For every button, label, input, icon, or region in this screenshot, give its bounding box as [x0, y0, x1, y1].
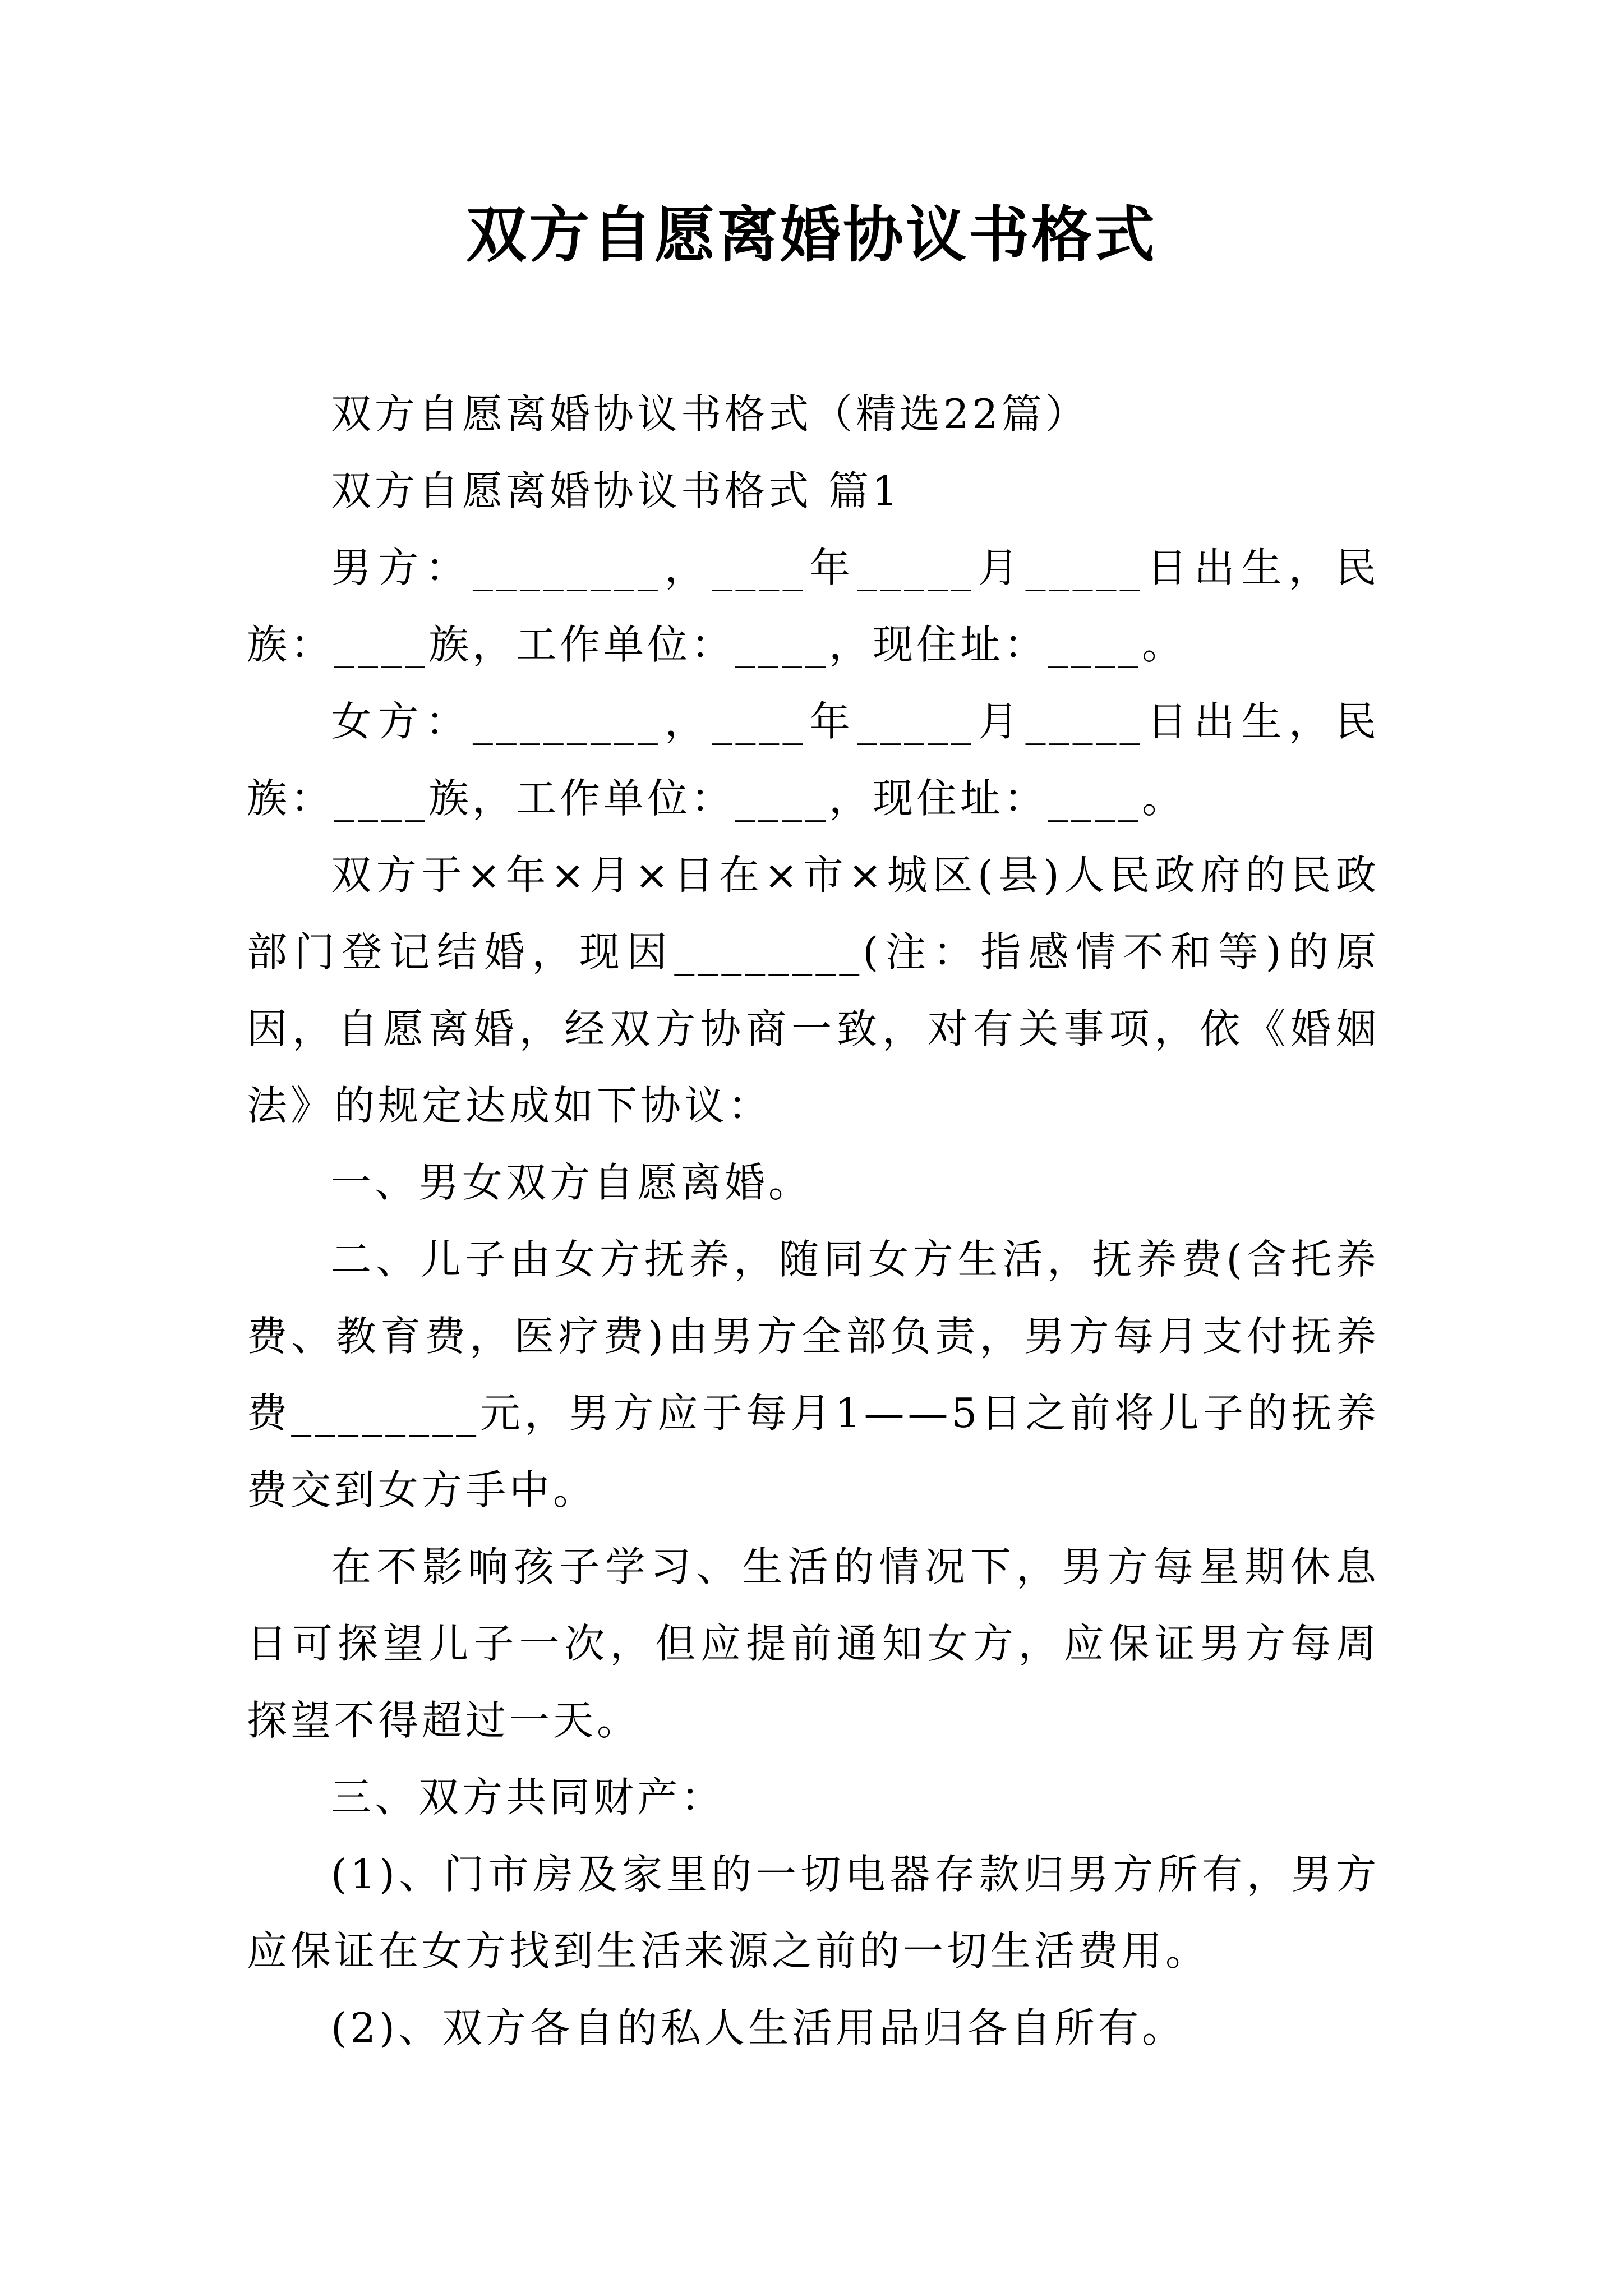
paragraph-visitation: 在不影响孩子学习、生活的情况下，男方每星期休息日可探望儿子一次，但应提前通知女方，应保证男方每周探望不得超过一天。	[247, 1543, 1380, 1744]
paragraph-clause-1: 一、男女双方自愿离婚。	[331, 1159, 813, 1206]
paragraph-male-party: 男方：________，____年_____月_____日出生，民族：____族，工作单位：____，现住址：____。	[247, 544, 1380, 668]
paragraph-clause-2: 二、儿子由女方抚养，随同女方生活，抚养费(含托养费、教育费，医疗费)由男方全部负责，男方每月支付抚养费________元，男方应于每月1——5日之前将儿子的抚养费交到女方手中。	[247, 1236, 1380, 1513]
document-title: 双方自愿离婚协议书格式	[465, 200, 1157, 270]
paragraph-section-heading: 双方自愿离婚协议书格式 篇1	[331, 467, 901, 514]
paragraph-female-party: 女方：________，____年_____月_____日出生，民族：____族，工作单位：____，现住址：____。	[247, 698, 1380, 822]
document-body	[247, 376, 1380, 2067]
paragraph-property-1: (1)、门市房及家里的一切电器存款归男方所有，男方应保证在女方找到生活来源之前的一切生活费用。	[247, 1851, 1380, 1975]
paragraph-clause-3: 三、双方共同财产：	[331, 1774, 725, 1821]
paragraph-subtitle: 双方自愿离婚协议书格式（精选22篇）	[331, 390, 1089, 438]
paragraph-preamble: 双方于×年×月×日在×市×城区(县)人民政府的民政部门登记结婚，现因________(注：指感情不和等)的原因，自愿离婚，经双方协商一致，对有关事项，依《婚姻法》的规定达成如下协议：	[247, 852, 1380, 1129]
paragraph-property-2: (2)、双方各自的私人生活用品归各自所有。	[331, 2004, 1186, 2051]
